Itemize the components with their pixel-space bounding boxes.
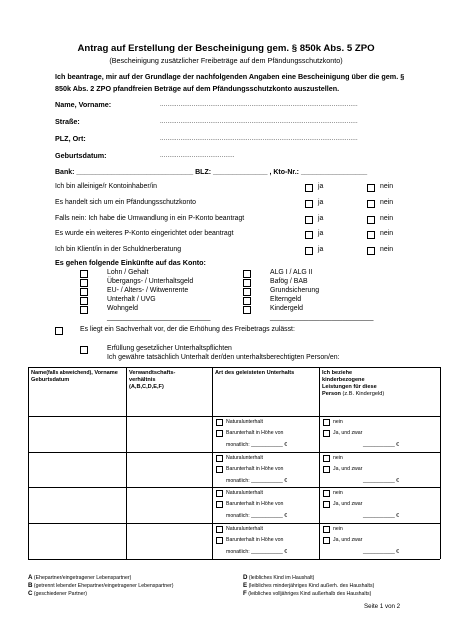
question-no-checkbox[interactable] — [367, 216, 375, 224]
monthly-amount-field[interactable]: monatlich: ___________ € — [226, 442, 288, 448]
form-subtitle: (Bescheinigung zusätzlicher Freibeträge auf dem Pfändungsschutzkonto) — [109, 56, 343, 65]
income-right-label: ___________________________ — [270, 314, 374, 321]
question-no-checkbox[interactable] — [367, 184, 375, 192]
income-right-checkbox[interactable] — [243, 279, 251, 287]
income-right-label: Bafög / BAB — [270, 278, 308, 285]
question-no-label: nein — [380, 230, 394, 237]
question-yes-label: ja — [318, 230, 324, 237]
benefit-no-checkbox[interactable] — [323, 526, 330, 533]
street-field[interactable]: .......................................................................................................... — [160, 119, 358, 125]
maintenance-detail: Ich gewähre tatsächlich Unterhalt der/den unterhaltsberechtigten Person/en: — [107, 354, 340, 361]
income-right-label: Kindergeld — [270, 305, 303, 312]
income-left-label: Lohn / Gehalt — [107, 269, 149, 276]
benefit-no-label: nein — [333, 526, 343, 532]
legend-item: B (getrennt lebender Ehepartner/eingetragener Lebenspartner) — [28, 582, 174, 589]
legend-item: C (geschiedener Partner) — [28, 590, 87, 597]
birthdate-field[interactable]: ........................................ — [160, 153, 235, 159]
benefit-yes-checkbox[interactable] — [323, 537, 330, 544]
question-no-checkbox[interactable] — [367, 200, 375, 208]
cash-support-checkbox[interactable] — [216, 466, 223, 473]
income-left-label: ___________________________ — [107, 314, 211, 321]
city-field[interactable]: .......................................................................................................... — [160, 136, 358, 142]
benefit-no-checkbox[interactable] — [323, 490, 330, 497]
birthdate-label: Geburtsdatum: — [55, 151, 107, 160]
question-no-label: nein — [380, 215, 394, 222]
question-yes-checkbox[interactable] — [305, 216, 313, 224]
cash-support-label: Barunterhalt in Höhe von — [226, 537, 284, 543]
income-right-label: Elterngeld — [270, 296, 302, 303]
cash-support-label: Barunterhalt in Höhe von — [226, 501, 284, 507]
name-field[interactable]: .......................................................................................................... — [160, 102, 358, 108]
income-left-label: Wohngeld — [107, 305, 138, 312]
income-left-label: Unterhalt / UVG — [107, 296, 156, 303]
question-yes-checkbox[interactable] — [305, 184, 313, 192]
question-no-checkbox[interactable] — [367, 231, 375, 239]
form-title: Antrag auf Erstellung der Bescheinigung gem. § 850k Abs. 5 ZPO — [77, 43, 375, 54]
natural-support-checkbox[interactable] — [216, 526, 223, 533]
col-benefits-header: Ich beziehe kinderbezogene Leistungen für diese Person (z.B. Kindergeld) — [322, 370, 385, 397]
income-right-label: ALG I / ALG II — [270, 269, 313, 276]
income-heading: Es gehen folgende Einkünfte auf das Konto: — [55, 258, 206, 267]
income-right-checkbox[interactable] — [243, 306, 251, 314]
income-right-checkbox[interactable] — [243, 270, 251, 278]
maintenance-option: Erfüllung gesetzlicher Unterhaltspflichten — [107, 345, 232, 352]
income-left-checkbox[interactable] — [80, 306, 88, 314]
question-no-label: nein — [380, 199, 394, 206]
benefit-no-label: nein — [333, 419, 343, 425]
income-left-label: EU- / Alters- / Witwenrente — [107, 287, 189, 294]
street-label: Straße: — [55, 117, 80, 126]
increase-checkbox[interactable] — [55, 327, 63, 335]
legend-item: F (leibliches volljähriges Kind außerhalb des Haushalts) — [243, 590, 372, 597]
benefit-no-checkbox[interactable] — [323, 455, 330, 462]
cash-support-label: Barunterhalt in Höhe von — [226, 466, 284, 472]
maintenance-checkbox[interactable] — [80, 346, 88, 354]
natural-support-label: Naturalunterhalt — [226, 455, 263, 461]
question-yes-checkbox[interactable] — [305, 247, 313, 255]
natural-support-label: Naturalunterhalt — [226, 526, 263, 532]
benefit-yes-label: Ja, und zwar — [333, 466, 363, 472]
benefit-no-checkbox[interactable] — [323, 419, 330, 426]
benefit-yes-checkbox[interactable] — [323, 466, 330, 473]
cash-support-checkbox[interactable] — [216, 537, 223, 544]
question-text: Falls nein: Ich habe die Umwandlung in ein P-Konto beantragt — [55, 215, 245, 222]
natural-support-checkbox[interactable] — [216, 455, 223, 462]
question-text: Es handelt sich um ein Pfändungsschutzkonto — [55, 199, 196, 206]
legend-item: A (Ehepartner/eingetragener Lebenspartner) — [28, 574, 132, 581]
increase-statement: Es liegt ein Sachverhalt vor, der die Erhöhung des Freibetrags zulässt: — [80, 326, 295, 333]
col-support-header: Art des geleisteten Unterhalts — [215, 370, 295, 376]
benefit-amount-field[interactable]: ___________ € — [363, 478, 400, 484]
cash-support-checkbox[interactable] — [216, 501, 223, 508]
benefit-yes-label: Ja, und zwar — [333, 430, 363, 436]
income-right-checkbox[interactable] — [243, 288, 251, 296]
cash-support-label: Barunterhalt in Höhe von — [226, 430, 284, 436]
benefit-yes-checkbox[interactable] — [323, 430, 330, 437]
income-right-label: Grundsicherung — [270, 287, 320, 294]
benefit-amount-field[interactable]: ___________ € — [363, 442, 400, 448]
question-text: Es wurde ein weiteres P-Konto eingerichtet oder beantragt — [55, 230, 234, 237]
benefit-no-label: nein — [333, 455, 343, 461]
bank-line[interactable]: Bank: ______________________________ BLZ: ______________ , Kto-Nr.: _________________ — [55, 169, 368, 176]
question-yes-label: ja — [318, 183, 324, 190]
income-left-checkbox[interactable] — [80, 297, 88, 305]
col-name-header: Name(falls abweichend), Vorname Geburtsdatum — [31, 370, 118, 383]
question-no-label: nein — [380, 246, 394, 253]
natural-support-checkbox[interactable] — [216, 419, 223, 426]
monthly-amount-field[interactable]: monatlich: ___________ € — [226, 513, 288, 519]
page-number: Seite 1 von 2 — [364, 603, 401, 610]
natural-support-label: Naturalunterhalt — [226, 419, 263, 425]
question-yes-label: ja — [318, 215, 324, 222]
income-right-checkbox[interactable] — [243, 297, 251, 305]
benefit-yes-label: Ja, und zwar — [333, 501, 363, 507]
question-no-label: nein — [380, 183, 394, 190]
question-yes-checkbox[interactable] — [305, 200, 313, 208]
city-label: PLZ, Ort: — [55, 134, 86, 143]
col-relation-header: Verwandtschafts- verhältnis (A,B,C,D,E,F) — [129, 370, 176, 390]
benefit-no-label: nein — [333, 490, 343, 496]
benefit-amount-field[interactable]: ___________ € — [363, 513, 400, 519]
natural-support-checkbox[interactable] — [216, 490, 223, 497]
question-text: Ich bin alleinige/r Kontoinhaber/in — [55, 183, 157, 190]
question-no-checkbox[interactable] — [367, 247, 375, 255]
income-left-label: Übergangs- / Unterhaltsgeld — [107, 278, 194, 285]
income-left-checkbox[interactable] — [80, 279, 88, 287]
question-yes-label: ja — [318, 199, 324, 206]
income-left-checkbox[interactable] — [80, 270, 88, 278]
legend-item: E (leibliches minderjähriges Kind außerh. des Haushalts) — [243, 582, 375, 589]
income-left-checkbox[interactable] — [80, 288, 88, 296]
cash-support-checkbox[interactable] — [216, 430, 223, 437]
benefit-yes-label: Ja, und zwar — [333, 537, 363, 543]
question-yes-checkbox[interactable] — [305, 231, 313, 239]
intro-text: Ich beantrage, mir auf der Grundlage der nachfolgenden Angaben eine Bescheinigung über die gem. § 850k Abs. 2 ZPO pfandfreien Beträge auf dem Pfändungsschutzkonto auszustellen. — [55, 72, 405, 93]
name-label: Name, Vorname: — [55, 100, 112, 109]
natural-support-label: Naturalunterhalt — [226, 490, 263, 496]
question-text: Ich bin Klient/in in der Schuldnerberatung — [55, 246, 182, 253]
benefit-yes-checkbox[interactable] — [323, 501, 330, 508]
benefit-amount-field[interactable]: ___________ € — [363, 549, 400, 555]
question-yes-label: ja — [318, 246, 324, 253]
legend-item: D (leibliches Kind im Haushalt) — [243, 574, 315, 581]
monthly-amount-field[interactable]: monatlich: ___________ € — [226, 549, 288, 555]
monthly-amount-field[interactable]: monatlich: ___________ € — [226, 478, 288, 484]
